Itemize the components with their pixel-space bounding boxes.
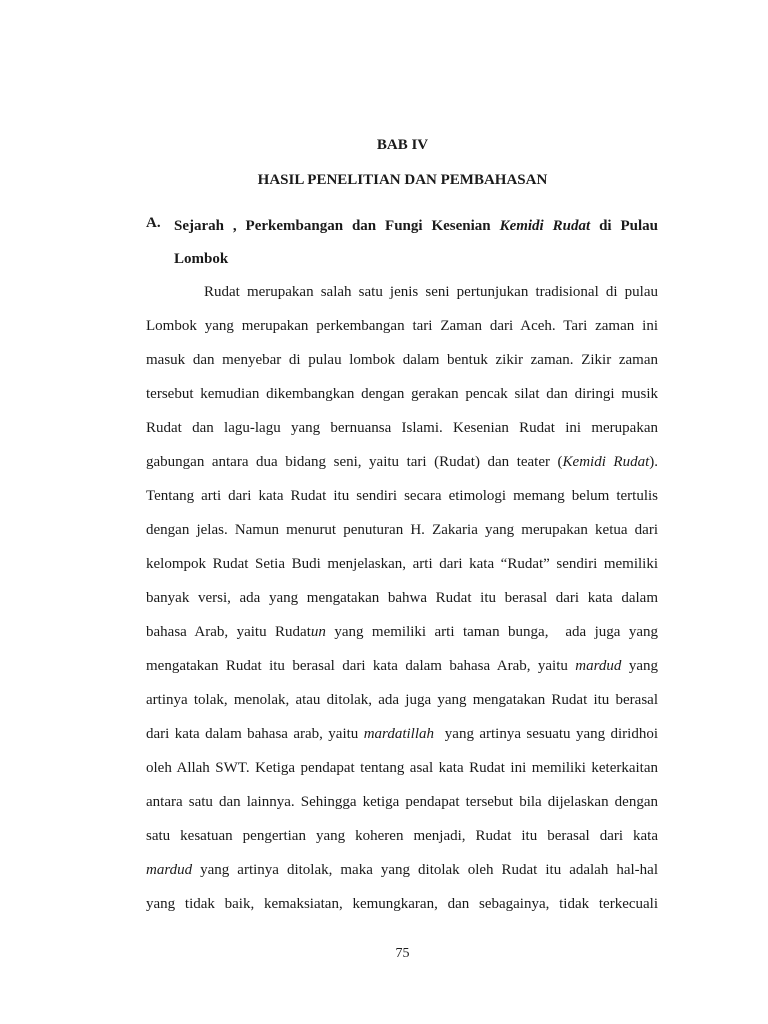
text-segment: satu kesatuan pengertian yang koheren menjadi, Rudat itu berasal dari kata xyxy=(146,828,658,844)
text-segment: antara satu dan lainnya. Sehingga ketiga pendapat tersebut bila dijelaskan dengan xyxy=(146,794,658,810)
text-line xyxy=(146,859,658,893)
text-segment: mengatakan Rudat itu berasal dari kata dalam bahasa Arab, yaitu xyxy=(146,658,576,674)
text-segment: yang memiliki arti taman bunga, ada juga yang xyxy=(325,624,659,640)
text-segment: Lombok yang merupakan perkembangan tari Zaman dari Aceh. Tari zaman ini xyxy=(146,318,658,334)
text-segment: gabungan antara dua bidang seni, yaitu tari (Rudat) dan teater ( xyxy=(146,454,563,470)
text-line xyxy=(146,315,658,349)
text-line xyxy=(146,383,658,417)
page-number: 75 xyxy=(395,946,410,961)
text-line xyxy=(146,655,658,689)
section-heading-text: Sejarah , Perkembangan dan Fungi Kesenian xyxy=(174,218,500,234)
text-segment: yang tidak baik, kemaksiatan, kemungkaran, dan sebagainya, tidak terkecuali xyxy=(146,896,658,912)
text-line xyxy=(146,451,658,485)
text-segment: ). xyxy=(649,454,658,470)
text-segment: banyak versi, ada yang mengatakan bahwa Rudat itu berasal dari kata dalam xyxy=(146,590,658,606)
text-segment: yang artinya ditolak, maka yang ditolak oleh Rudat itu adalah hal-hal xyxy=(192,862,658,878)
text-segment: dari kata dalam bahasa arab, yaitu xyxy=(146,726,364,742)
text-line xyxy=(146,723,658,757)
italic-term: mardud xyxy=(575,658,622,674)
text-segment: kelompok Rudat Setia Budi menjelaskan, arti dari kata “Rudat” sendiri memiliki xyxy=(146,556,658,572)
text-line xyxy=(146,349,658,383)
italic-term: Kemidi Rudat xyxy=(562,454,650,470)
italic-term: mardud xyxy=(146,862,193,878)
text-segment: yang artinya sesuatu yang diridhoi xyxy=(434,726,658,742)
text-line xyxy=(146,417,658,451)
text-line xyxy=(146,553,658,587)
text-segment: tersebut kemudian dikembangkan dengan gerakan pencak silat dan diringi musik xyxy=(146,386,658,402)
chapter-heading: BAB IV xyxy=(376,137,429,153)
italic-term: mardatillah xyxy=(363,726,434,742)
text-segment: masuk dan menyebar di pulau lombok dalam bentuk zikir zaman. Zikir zaman xyxy=(146,352,658,368)
text-line xyxy=(146,281,658,315)
text-line xyxy=(146,757,658,791)
text-segment: yang xyxy=(621,658,658,674)
italic-term: un xyxy=(310,624,326,640)
section-heading-text-end: di Pulau xyxy=(590,218,658,234)
text-segment: oleh Allah SWT. Ketiga pendapat tentang asal kata Rudat ini memiliki keterkaitan xyxy=(146,760,658,776)
text-segment: bahasa Arab, yaitu Rudat xyxy=(146,624,311,640)
text-line xyxy=(146,621,658,655)
text-line xyxy=(146,587,658,621)
chapter-title: HASIL PENELITIAN DAN PEMBAHASAN xyxy=(257,172,548,188)
text-segment: Tentang arti dari kata Rudat itu sendiri secara etimologi memang belum tertulis xyxy=(146,488,658,504)
text-line xyxy=(146,825,658,859)
section-heading-line-2: Lombok xyxy=(174,251,229,267)
text-segment: artinya tolak, menolak, atau ditolak, ada juga yang mengatakan Rudat itu berasal xyxy=(146,692,658,708)
text-line xyxy=(146,485,658,519)
section-heading-line-1 xyxy=(174,215,658,237)
text-segment: dengan jelas. Namun menurut penuturan H. Zakaria yang merupakan ketua dari xyxy=(146,522,658,538)
text-line xyxy=(146,893,658,927)
text-line xyxy=(146,791,658,825)
section-letter: A. xyxy=(146,215,161,231)
section-heading-italic: Kemidi Rudat xyxy=(499,218,591,234)
text-line xyxy=(146,689,658,723)
text-line xyxy=(146,519,658,553)
text-segment: Rudat dan lagu-lagu yang bernuansa Islami. Kesenian Rudat ini merupakan xyxy=(146,420,658,436)
text-segment: Rudat merupakan salah satu jenis seni pertunjukan tradisional di pulau xyxy=(204,284,658,300)
body-paragraph xyxy=(146,281,658,927)
